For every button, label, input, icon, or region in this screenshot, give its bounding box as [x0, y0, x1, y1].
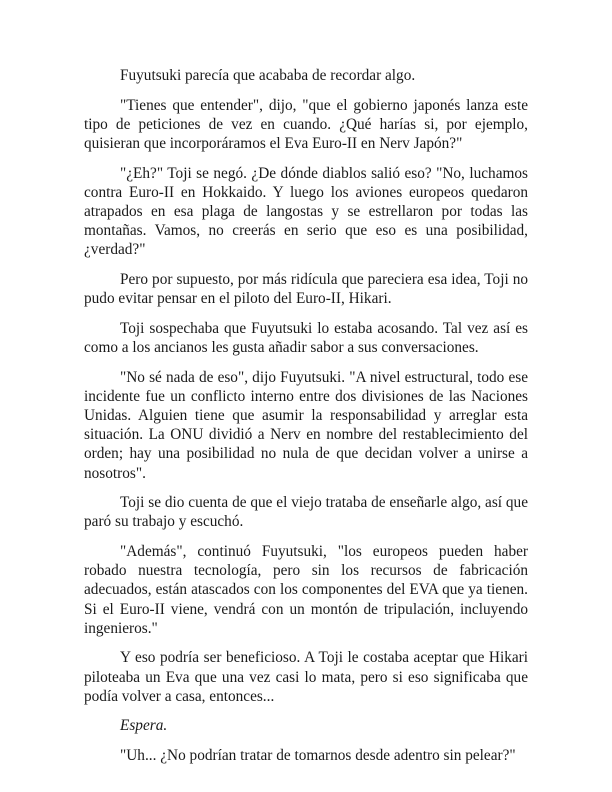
- paragraph: "¿Eh?" Toji se negó. ¿De dónde diablos salió eso? "No, luchamos contra Euro-II en Hokkaido. Y luego los aviones europeos quedaron atrapados en esa plaga de langostas y se estrellaron por todas las montañas. Vamos, no creerás en serio que eso es una posibilidad, ¿verdad?": [84, 164, 528, 259]
- paragraph: "Uh... ¿No podrían tratar de tomarnos desde adentro sin pelear?": [120, 747, 516, 764]
- paragraph: "Tienes que entender", dijo, "que el gobierno japonés lanza este tipo de peticiones de vez en cuando. ¿Qué harías si, por ejemplo, quisieran que incorporáramos el Eva Euro-II en Nerv Japón?": [84, 96, 528, 152]
- body-text: [84, 66, 528, 776]
- paragraph-italic: Espera.: [120, 717, 168, 735]
- paragraph: Fuyutsuki parecía que acababa de recordar algo.: [120, 67, 416, 84]
- paragraph: "Además", continuó Fuyutsuki, "los europeos pueden haber robado nuestra tecnología, pero sin los recursos de fabricación adecuados, están atascados con los componentes del EVA que ya tienen. Si el Euro-II viene, vendrá con un montón de tripulación, incluyendo ingenieros.": [84, 543, 528, 637]
- paragraph: Pero por supuesto, por más ridícula que pareciera esa idea, Toji no pudo evitar pensar en el piloto del Euro-II, Hikari.: [84, 271, 528, 308]
- paragraph: "No sé nada de eso", dijo Fuyutsuki. "A nivel estructural, todo ese incidente fue un conflicto interno entre dos divisiones de las Naciones Unidas. Alguien tiene que asumir la responsabilidad y arreglar esta situación. La ONU dividió a Nerv en nombre del restablecimiento del orden; hay una posibilidad no nula de que decidan volver a unirse a nosotros".: [84, 368, 528, 482]
- paragraph: Toji se dio cuenta de que el viejo trataba de enseñarle algo, así que paró su trabajo y escuchó.: [84, 494, 528, 531]
- paragraph: Y eso podría ser beneficioso. A Toji le costaba aceptar que Hikari piloteaba un Eva que una vez casi lo mata, pero si eso significaba que podía volver a casa, entonces...: [84, 649, 528, 705]
- paragraph: Toji sospechaba que Fuyutsuki lo estaba acosando. Tal vez así es como a los ancianos les gusta añadir sabor a sus conversaciones.: [84, 319, 528, 356]
